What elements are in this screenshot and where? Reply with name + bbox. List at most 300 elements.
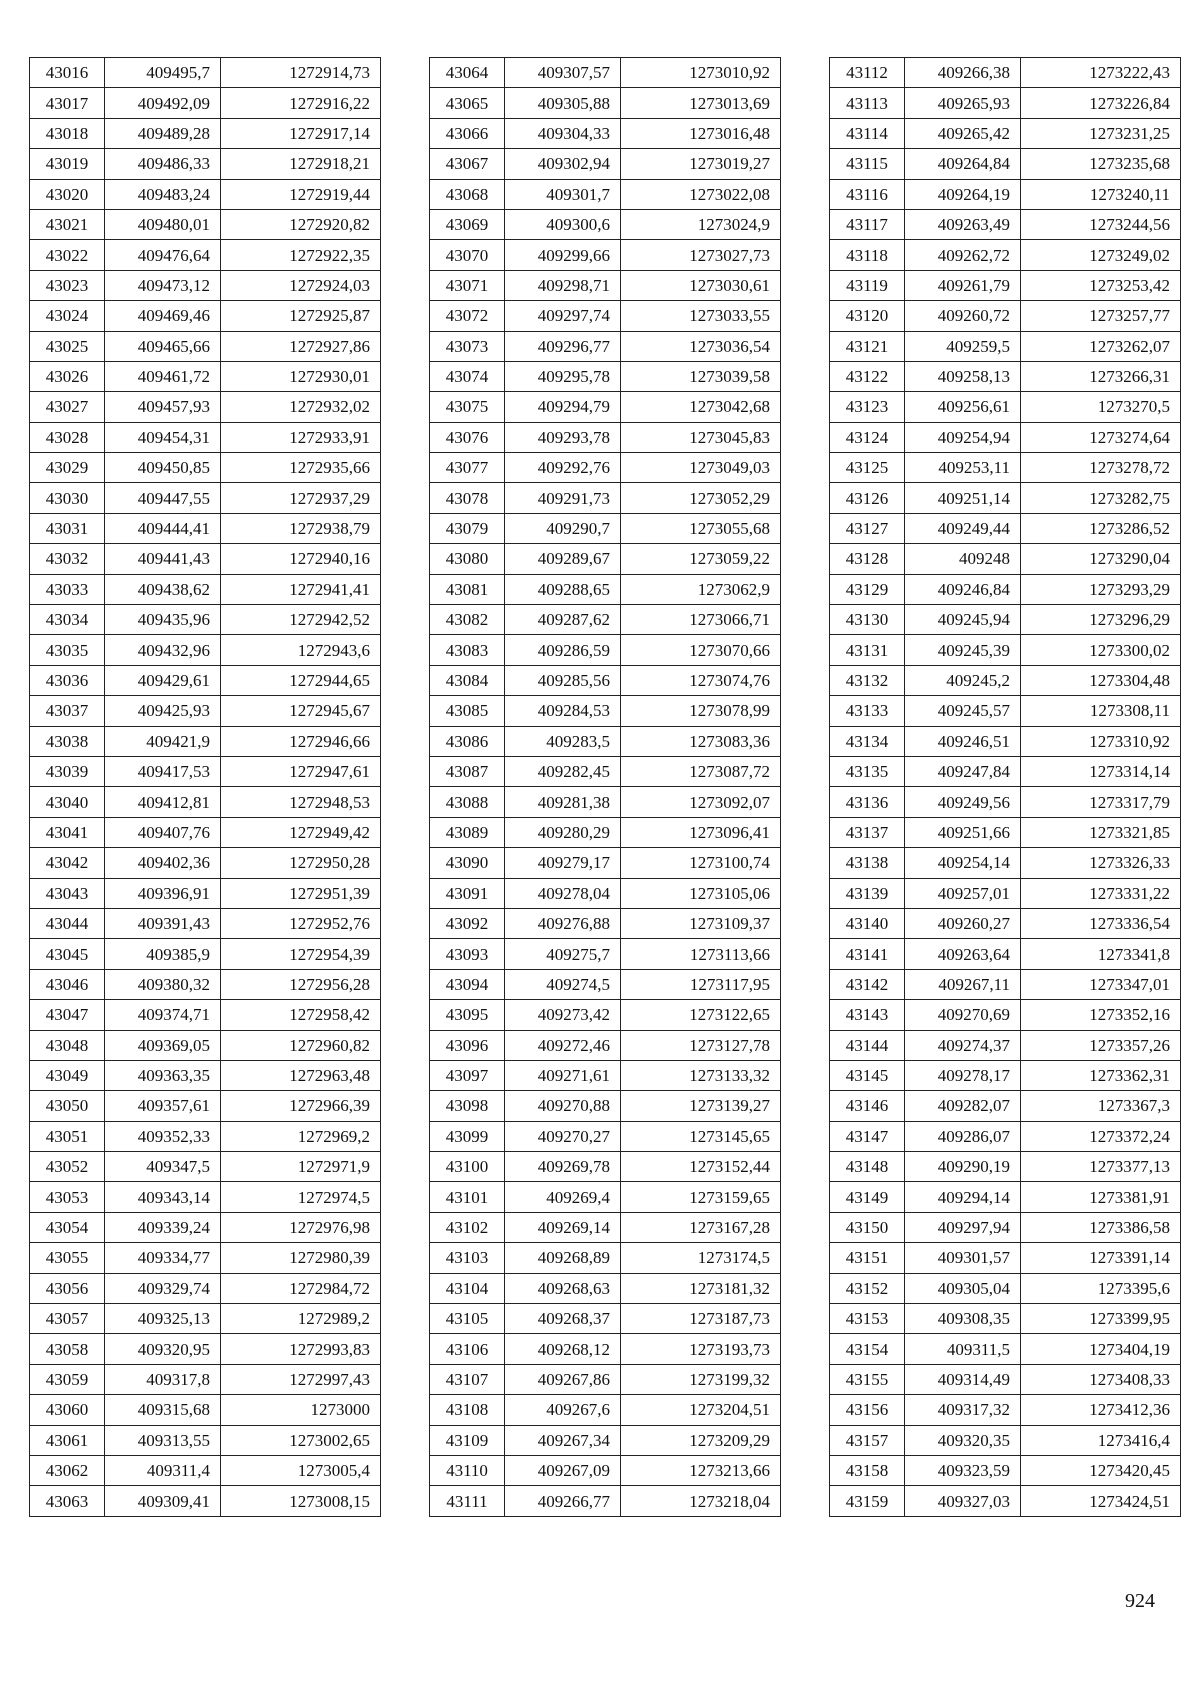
x-coordinate-cell: 409284,53 [505, 696, 621, 726]
point-id-cell: 43141 [830, 939, 905, 969]
x-coordinate-cell: 409311,5 [905, 1334, 1021, 1364]
table-row [830, 58, 1181, 88]
y-coordinate-cell: 1273270,5 [1021, 392, 1181, 422]
table-row [30, 544, 381, 574]
y-coordinate-cell: 1273083,36 [621, 726, 781, 756]
table-row [830, 817, 1181, 847]
table-row [430, 878, 781, 908]
x-coordinate-cell: 409270,88 [505, 1091, 621, 1121]
x-coordinate-cell: 409245,39 [905, 635, 1021, 665]
point-id-cell: 43156 [830, 1395, 905, 1425]
y-coordinate-cell: 1273013,69 [621, 88, 781, 118]
y-coordinate-cell: 1273087,72 [621, 756, 781, 786]
y-coordinate-cell: 1273293,29 [1021, 574, 1181, 604]
table-row [430, 939, 781, 969]
x-coordinate-cell: 409249,44 [905, 513, 1021, 543]
table-row [830, 1152, 1181, 1182]
y-coordinate-cell: 1273412,36 [1021, 1395, 1181, 1425]
point-id-cell: 43114 [830, 118, 905, 148]
y-coordinate-cell: 1273352,16 [1021, 1000, 1181, 1030]
x-coordinate-cell: 409461,72 [105, 361, 221, 391]
x-coordinate-cell: 409483,24 [105, 179, 221, 209]
page-number: 924 [1125, 1590, 1155, 1612]
x-coordinate-cell: 409301,7 [505, 179, 621, 209]
table-row [430, 605, 781, 635]
x-coordinate-cell: 409280,29 [505, 817, 621, 847]
y-coordinate-cell: 1273049,03 [621, 453, 781, 483]
table-row [30, 908, 381, 938]
y-coordinate-cell: 1273244,56 [1021, 209, 1181, 239]
table-row [30, 756, 381, 786]
point-id-cell: 43095 [430, 1000, 505, 1030]
point-id-cell: 43060 [30, 1395, 105, 1425]
y-coordinate-cell: 1273187,73 [621, 1304, 781, 1334]
y-coordinate-cell: 1273078,99 [621, 696, 781, 726]
point-id-cell: 43091 [430, 878, 505, 908]
point-id-cell: 43067 [430, 149, 505, 179]
point-id-cell: 43078 [430, 483, 505, 513]
point-id-cell: 43113 [830, 88, 905, 118]
point-id-cell: 43084 [430, 665, 505, 695]
x-coordinate-cell: 409278,17 [905, 1060, 1021, 1090]
x-coordinate-cell: 409264,84 [905, 149, 1021, 179]
point-id-cell: 43069 [430, 209, 505, 239]
table-row [830, 149, 1181, 179]
point-id-cell: 43046 [30, 969, 105, 999]
x-coordinate-cell: 409260,72 [905, 301, 1021, 331]
x-coordinate-cell: 409432,96 [105, 635, 221, 665]
point-id-cell: 43051 [30, 1121, 105, 1151]
table-row [30, 513, 381, 543]
point-id-cell: 43093 [430, 939, 505, 969]
y-coordinate-cell: 1273122,65 [621, 1000, 781, 1030]
point-id-cell: 43128 [830, 544, 905, 574]
table-row [830, 726, 1181, 756]
x-coordinate-cell: 409480,01 [105, 209, 221, 239]
y-coordinate-cell: 1273367,3 [1021, 1091, 1181, 1121]
y-coordinate-cell: 1272948,53 [221, 787, 381, 817]
table-row [830, 574, 1181, 604]
table-row [30, 361, 381, 391]
y-coordinate-cell: 1273036,54 [621, 331, 781, 361]
point-id-cell: 43050 [30, 1091, 105, 1121]
table-row [830, 1060, 1181, 1090]
table-row [430, 1182, 781, 1212]
x-coordinate-cell: 409325,13 [105, 1304, 221, 1334]
point-id-cell: 43098 [430, 1091, 505, 1121]
x-coordinate-cell: 409402,36 [105, 848, 221, 878]
x-coordinate-cell: 409272,46 [505, 1030, 621, 1060]
point-id-cell: 43040 [30, 787, 105, 817]
table-row [430, 696, 781, 726]
point-id-cell: 43044 [30, 908, 105, 938]
table-row [30, 1395, 381, 1425]
table-row [430, 544, 781, 574]
y-coordinate-cell: 1272938,79 [221, 513, 381, 543]
table-row [430, 331, 781, 361]
point-id-cell: 43064 [430, 58, 505, 88]
table-row [830, 1455, 1181, 1485]
table-row [30, 665, 381, 695]
table-row [30, 1304, 381, 1334]
y-coordinate-cell: 1273199,32 [621, 1364, 781, 1394]
y-coordinate-cell: 1273109,37 [621, 908, 781, 938]
y-coordinate-cell: 1273372,24 [1021, 1121, 1181, 1151]
x-coordinate-cell: 409263,64 [905, 939, 1021, 969]
y-coordinate-cell: 1273331,22 [1021, 878, 1181, 908]
x-coordinate-cell: 409265,42 [905, 118, 1021, 148]
table-row [830, 453, 1181, 483]
y-coordinate-cell: 1273005,4 [221, 1455, 381, 1485]
point-id-cell: 43030 [30, 483, 105, 513]
x-coordinate-cell: 409247,84 [905, 756, 1021, 786]
x-coordinate-cell: 409268,12 [505, 1334, 621, 1364]
table-row [430, 1030, 781, 1060]
point-id-cell: 43132 [830, 665, 905, 695]
x-coordinate-cell: 409438,62 [105, 574, 221, 604]
x-coordinate-cell: 409294,14 [905, 1182, 1021, 1212]
table-row [830, 392, 1181, 422]
x-coordinate-cell: 409264,19 [905, 179, 1021, 209]
table-row [430, 58, 781, 88]
y-coordinate-cell: 1273152,44 [621, 1152, 781, 1182]
y-coordinate-cell: 1273033,55 [621, 301, 781, 331]
point-id-cell: 43109 [430, 1425, 505, 1455]
table-row [430, 1455, 781, 1485]
x-coordinate-cell: 409329,74 [105, 1273, 221, 1303]
y-coordinate-cell: 1273008,15 [221, 1486, 381, 1516]
x-coordinate-cell: 409489,28 [105, 118, 221, 148]
x-coordinate-cell: 409267,09 [505, 1455, 621, 1485]
table-row [30, 240, 381, 270]
point-id-cell: 43075 [430, 392, 505, 422]
point-id-cell: 43125 [830, 453, 905, 483]
point-id-cell: 43070 [430, 240, 505, 270]
table-row [30, 179, 381, 209]
point-id-cell: 43059 [30, 1364, 105, 1394]
y-coordinate-cell: 1273235,68 [1021, 149, 1181, 179]
x-coordinate-cell: 409313,55 [105, 1425, 221, 1455]
y-coordinate-cell: 1273022,08 [621, 179, 781, 209]
table-row [430, 1273, 781, 1303]
table-row [830, 1091, 1181, 1121]
y-coordinate-cell: 1273002,65 [221, 1425, 381, 1455]
point-id-cell: 43151 [830, 1243, 905, 1273]
x-coordinate-cell: 409357,61 [105, 1091, 221, 1121]
x-coordinate-cell: 409281,38 [505, 787, 621, 817]
y-coordinate-cell: 1272943,6 [221, 635, 381, 665]
x-coordinate-cell: 409465,66 [105, 331, 221, 361]
table-row [30, 1243, 381, 1273]
x-coordinate-cell: 409291,73 [505, 483, 621, 513]
point-id-cell: 43155 [830, 1364, 905, 1394]
table-row [430, 848, 781, 878]
x-coordinate-cell: 409245,2 [905, 665, 1021, 695]
table-row [430, 1060, 781, 1090]
table-row [30, 209, 381, 239]
point-id-cell: 43083 [430, 635, 505, 665]
table-row [830, 787, 1181, 817]
point-id-cell: 43102 [430, 1212, 505, 1242]
point-id-cell: 43146 [830, 1091, 905, 1121]
x-coordinate-cell: 409293,78 [505, 422, 621, 452]
table-row [830, 301, 1181, 331]
x-coordinate-cell: 409263,49 [905, 209, 1021, 239]
point-id-cell: 43025 [30, 331, 105, 361]
table-row [830, 848, 1181, 878]
point-id-cell: 43088 [430, 787, 505, 817]
y-coordinate-cell: 1272984,72 [221, 1273, 381, 1303]
point-id-cell: 43137 [830, 817, 905, 847]
point-id-cell: 43126 [830, 483, 905, 513]
table-row [830, 1000, 1181, 1030]
y-coordinate-cell: 1273100,74 [621, 848, 781, 878]
table-row [30, 969, 381, 999]
table-row [830, 665, 1181, 695]
x-coordinate-cell: 409267,6 [505, 1395, 621, 1425]
point-id-cell: 43048 [30, 1030, 105, 1060]
y-coordinate-cell: 1273016,48 [621, 118, 781, 148]
x-coordinate-cell: 409254,94 [905, 422, 1021, 452]
y-coordinate-cell: 1273010,92 [621, 58, 781, 88]
x-coordinate-cell: 409297,94 [905, 1212, 1021, 1242]
table-row [430, 908, 781, 938]
y-coordinate-cell: 1273321,85 [1021, 817, 1181, 847]
y-coordinate-cell: 1273278,72 [1021, 453, 1181, 483]
x-coordinate-cell: 409266,38 [905, 58, 1021, 88]
x-coordinate-cell: 409299,66 [505, 240, 621, 270]
point-id-cell: 43054 [30, 1212, 105, 1242]
y-coordinate-cell: 1272916,22 [221, 88, 381, 118]
point-id-cell: 43101 [430, 1182, 505, 1212]
point-id-cell: 43112 [830, 58, 905, 88]
x-coordinate-cell: 409457,93 [105, 392, 221, 422]
y-coordinate-cell: 1273262,07 [1021, 331, 1181, 361]
point-id-cell: 43123 [830, 392, 905, 422]
table-row [30, 1455, 381, 1485]
y-coordinate-cell: 1272940,16 [221, 544, 381, 574]
point-id-cell: 43147 [830, 1121, 905, 1151]
y-coordinate-cell: 1272918,21 [221, 149, 381, 179]
y-coordinate-cell: 1273347,01 [1021, 969, 1181, 999]
y-coordinate-cell: 1272963,48 [221, 1060, 381, 1090]
x-coordinate-cell: 409273,42 [505, 1000, 621, 1030]
point-id-cell: 43049 [30, 1060, 105, 1090]
y-coordinate-cell: 1273357,26 [1021, 1030, 1181, 1060]
x-coordinate-cell: 409268,63 [505, 1273, 621, 1303]
y-coordinate-cell: 1272976,98 [221, 1212, 381, 1242]
x-coordinate-cell: 409269,14 [505, 1212, 621, 1242]
x-coordinate-cell: 409317,8 [105, 1364, 221, 1394]
point-id-cell: 43073 [430, 331, 505, 361]
point-id-cell: 43131 [830, 635, 905, 665]
table-row [830, 209, 1181, 239]
point-id-cell: 43055 [30, 1243, 105, 1273]
point-id-cell: 43029 [30, 453, 105, 483]
x-coordinate-cell: 409334,77 [105, 1243, 221, 1273]
x-coordinate-cell: 409269,4 [505, 1182, 621, 1212]
point-id-cell: 43042 [30, 848, 105, 878]
y-coordinate-cell: 1273381,91 [1021, 1182, 1181, 1212]
y-coordinate-cell: 1273159,65 [621, 1182, 781, 1212]
point-id-cell: 43140 [830, 908, 905, 938]
x-coordinate-cell: 409391,43 [105, 908, 221, 938]
x-coordinate-cell: 409276,88 [505, 908, 621, 938]
table-row [830, 605, 1181, 635]
x-coordinate-cell: 409279,17 [505, 848, 621, 878]
table-row [830, 422, 1181, 452]
y-coordinate-cell: 1273145,65 [621, 1121, 781, 1151]
y-coordinate-cell: 1273296,29 [1021, 605, 1181, 635]
y-coordinate-cell: 1273274,64 [1021, 422, 1181, 452]
table-row [430, 513, 781, 543]
y-coordinate-cell: 1273386,58 [1021, 1212, 1181, 1242]
table-row [430, 1121, 781, 1151]
table-row [430, 574, 781, 604]
table-row [30, 1000, 381, 1030]
point-id-cell: 43027 [30, 392, 105, 422]
y-coordinate-cell: 1273052,29 [621, 483, 781, 513]
x-coordinate-cell: 409275,7 [505, 939, 621, 969]
y-coordinate-cell: 1273266,31 [1021, 361, 1181, 391]
x-coordinate-cell: 409253,11 [905, 453, 1021, 483]
x-coordinate-cell: 409305,88 [505, 88, 621, 118]
y-coordinate-cell: 1273213,66 [621, 1455, 781, 1485]
point-id-cell: 43023 [30, 270, 105, 300]
table-row [430, 1486, 781, 1516]
x-coordinate-cell: 409283,5 [505, 726, 621, 756]
table-row [830, 756, 1181, 786]
y-coordinate-cell: 1272952,76 [221, 908, 381, 938]
y-coordinate-cell: 1273253,42 [1021, 270, 1181, 300]
x-coordinate-cell: 409450,85 [105, 453, 221, 483]
table-row [30, 1121, 381, 1151]
point-id-cell: 43061 [30, 1425, 105, 1455]
x-coordinate-cell: 409385,9 [105, 939, 221, 969]
table-row [830, 361, 1181, 391]
point-id-cell: 43056 [30, 1273, 105, 1303]
point-id-cell: 43041 [30, 817, 105, 847]
x-coordinate-cell: 409298,71 [505, 270, 621, 300]
y-coordinate-cell: 1273066,71 [621, 605, 781, 635]
x-coordinate-cell: 409314,49 [905, 1364, 1021, 1394]
table-row [430, 270, 781, 300]
point-id-cell: 43130 [830, 605, 905, 635]
table-row [830, 1182, 1181, 1212]
y-coordinate-cell: 1273300,02 [1021, 635, 1181, 665]
table-row [830, 969, 1181, 999]
x-coordinate-cell: 409246,84 [905, 574, 1021, 604]
table-row [830, 1395, 1181, 1425]
point-id-cell: 43110 [430, 1455, 505, 1485]
y-coordinate-cell: 1273193,73 [621, 1334, 781, 1364]
x-coordinate-cell: 409267,11 [905, 969, 1021, 999]
y-coordinate-cell: 1272980,39 [221, 1243, 381, 1273]
y-coordinate-cell: 1273395,6 [1021, 1273, 1181, 1303]
y-coordinate-cell: 1273257,77 [1021, 301, 1181, 331]
point-id-cell: 43090 [430, 848, 505, 878]
x-coordinate-cell: 409300,6 [505, 209, 621, 239]
point-id-cell: 43138 [830, 848, 905, 878]
table-row [30, 270, 381, 300]
x-coordinate-cell: 409265,93 [905, 88, 1021, 118]
table-row [30, 1364, 381, 1394]
point-id-cell: 43035 [30, 635, 105, 665]
x-coordinate-cell: 409311,4 [105, 1455, 221, 1485]
table-row [30, 878, 381, 908]
table-row [430, 726, 781, 756]
y-coordinate-cell: 1273308,11 [1021, 696, 1181, 726]
y-coordinate-cell: 1273055,68 [621, 513, 781, 543]
x-coordinate-cell: 409380,32 [105, 969, 221, 999]
table-row [430, 1212, 781, 1242]
y-coordinate-cell: 1272969,2 [221, 1121, 381, 1151]
y-coordinate-cell: 1273113,66 [621, 939, 781, 969]
y-coordinate-cell: 1273282,75 [1021, 483, 1181, 513]
point-id-cell: 43115 [830, 149, 905, 179]
table-row [430, 392, 781, 422]
point-id-cell: 43034 [30, 605, 105, 635]
point-id-cell: 43157 [830, 1425, 905, 1455]
point-id-cell: 43099 [430, 1121, 505, 1151]
point-id-cell: 43094 [430, 969, 505, 999]
y-coordinate-cell: 1272941,41 [221, 574, 381, 604]
y-coordinate-cell: 1272937,29 [221, 483, 381, 513]
point-id-cell: 43053 [30, 1182, 105, 1212]
point-id-cell: 43134 [830, 726, 905, 756]
y-coordinate-cell: 1273045,83 [621, 422, 781, 452]
table-row [30, 787, 381, 817]
y-coordinate-cell: 1272966,39 [221, 1091, 381, 1121]
point-id-cell: 43105 [430, 1304, 505, 1334]
x-coordinate-cell: 409246,51 [905, 726, 1021, 756]
x-coordinate-cell: 409305,04 [905, 1273, 1021, 1303]
point-id-cell: 43024 [30, 301, 105, 331]
y-coordinate-cell: 1272935,66 [221, 453, 381, 483]
point-id-cell: 43133 [830, 696, 905, 726]
x-coordinate-cell: 409304,33 [505, 118, 621, 148]
y-coordinate-cell: 1273027,73 [621, 240, 781, 270]
y-coordinate-cell: 1273290,04 [1021, 544, 1181, 574]
point-id-cell: 43032 [30, 544, 105, 574]
coordinates-table-2 [429, 57, 781, 1517]
y-coordinate-cell: 1272954,39 [221, 939, 381, 969]
table-row [830, 908, 1181, 938]
table-row [830, 1334, 1181, 1364]
table-row [30, 1030, 381, 1060]
point-id-cell: 43031 [30, 513, 105, 543]
x-coordinate-cell: 409308,35 [905, 1304, 1021, 1334]
y-coordinate-cell: 1272974,5 [221, 1182, 381, 1212]
y-coordinate-cell: 1272950,28 [221, 848, 381, 878]
point-id-cell: 43106 [430, 1334, 505, 1364]
x-coordinate-cell: 409444,41 [105, 513, 221, 543]
x-coordinate-cell: 409352,33 [105, 1121, 221, 1151]
x-coordinate-cell: 409447,55 [105, 483, 221, 513]
table-row [30, 301, 381, 331]
y-coordinate-cell: 1273222,43 [1021, 58, 1181, 88]
table-row [830, 88, 1181, 118]
table-row [30, 58, 381, 88]
table-row [830, 635, 1181, 665]
table-row [30, 635, 381, 665]
point-id-cell: 43107 [430, 1364, 505, 1394]
y-coordinate-cell: 1273019,27 [621, 149, 781, 179]
point-id-cell: 43108 [430, 1395, 505, 1425]
point-id-cell: 43081 [430, 574, 505, 604]
table-row [430, 422, 781, 452]
x-coordinate-cell: 409320,95 [105, 1334, 221, 1364]
